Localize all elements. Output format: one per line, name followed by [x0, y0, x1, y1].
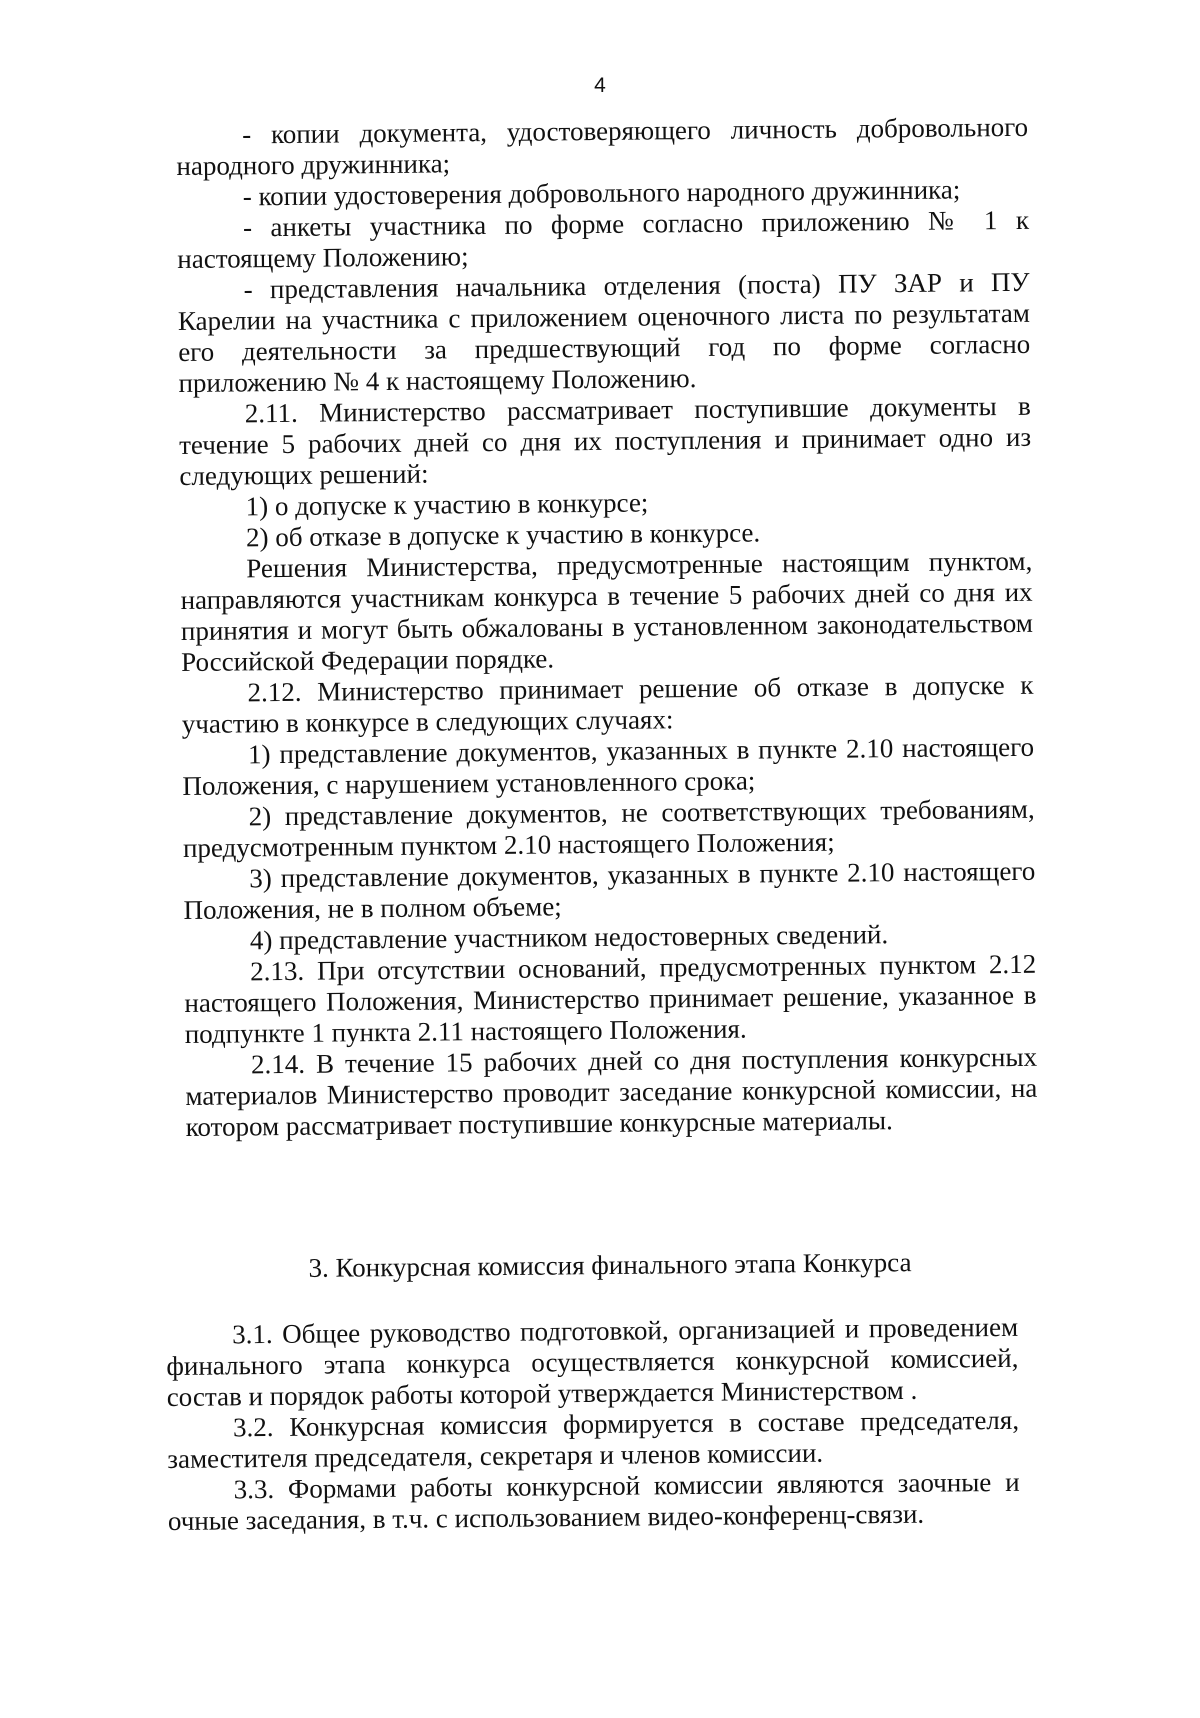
paragraph: 2) об отказе в допуске к участию в конкурсе. [245, 517, 761, 553]
paragraph: 3) представление документов, указанных в пункте 2.10 настоящего Положения, не в полном объеме; [183, 855, 1036, 925]
paragraph: 3.3. Формами работы конкурсной комиссии являются заочные и очные заседания, в т.ч. с использованием видео-конференц-связи. [167, 1466, 1020, 1536]
paragraph: 2.11. Министерство рассматривает поступившие документы в течение 5 рабочих дней со дня их поступления и принимает одно из следующих решений: [178, 390, 1032, 491]
page-number: 4 [594, 74, 606, 97]
paragraph: - анкеты участника по форме согласно приложению № 1 к настоящему Положению; [177, 204, 1030, 274]
paragraph: - представления начальника отделения (поста) ПУ ЗАР и ПУ Карелии на участника с приложением оценочного листа по результатам его деятельности за предшествующий год по форме согласно приложению № 4 к настоящему Положению. [177, 266, 1031, 398]
paragraph: 2.12. Министерство принимает решение об отказе в допуске к участию в конкурсе в следующих случаях: [181, 669, 1034, 739]
paragraph: - копии удостоверения добровольного народного дружинника; [242, 174, 961, 212]
paragraph: 2.13. При отсутствии оснований, предусмотренных пунктом 2.12 настоящего Положения, Министерство принимает решение, указанное в подпункте 1 пункта 2.11 настоящего Положения. [184, 948, 1037, 1049]
paragraph: 3.2. Конкурсная комиссия формируется в составе председателя, заместителя председателя, секретаря и членов комиссии. [167, 1404, 1020, 1474]
paragraph: 1) представление документов, указанных в пункте 2.10 настоящего Положения, с нарушением установленного срока; [182, 731, 1035, 801]
paragraph: 3.1. Общее руководство подготовкой, организацией и проведением финального этапа конкурса осуществляется конкурсной комиссией, состав и порядок работы которой утверждается Министерством . [166, 1311, 1019, 1412]
section-heading: 3. Конкурсная комиссия финального этапа Конкурса [308, 1247, 912, 1283]
body-block-2 [166, 1312, 1020, 1537]
paragraph: - копии документа, удостоверяющего личность добровольного народного дружинника; [176, 111, 1029, 181]
paragraph: 2) представление документов, не соответствующих требованиям, предусмотренным пунктом 2.10 настоящего Положения; [182, 793, 1035, 863]
paragraph: 4) представление участником недостоверных сведений. [249, 919, 889, 956]
paragraph: 2.14. В течение 15 рабочих дней со дня поступления конкурсных материалов Министерство проводит заседание конкурсной комиссии, на котором рассматривает поступившие конкурсные материалы. [185, 1041, 1038, 1142]
body-block-1 [176, 112, 1038, 1143]
paragraph: 1) о допуске к участию в конкурсе; [245, 487, 649, 522]
paragraph: Решения Министерства, предусмотренные настоящим пунктом, направляются участникам конкурса в течение 5 рабочих дней со дня их принятия и могут быть обжалованы в установленном законодательством Российской Федерации порядке. [180, 545, 1034, 677]
